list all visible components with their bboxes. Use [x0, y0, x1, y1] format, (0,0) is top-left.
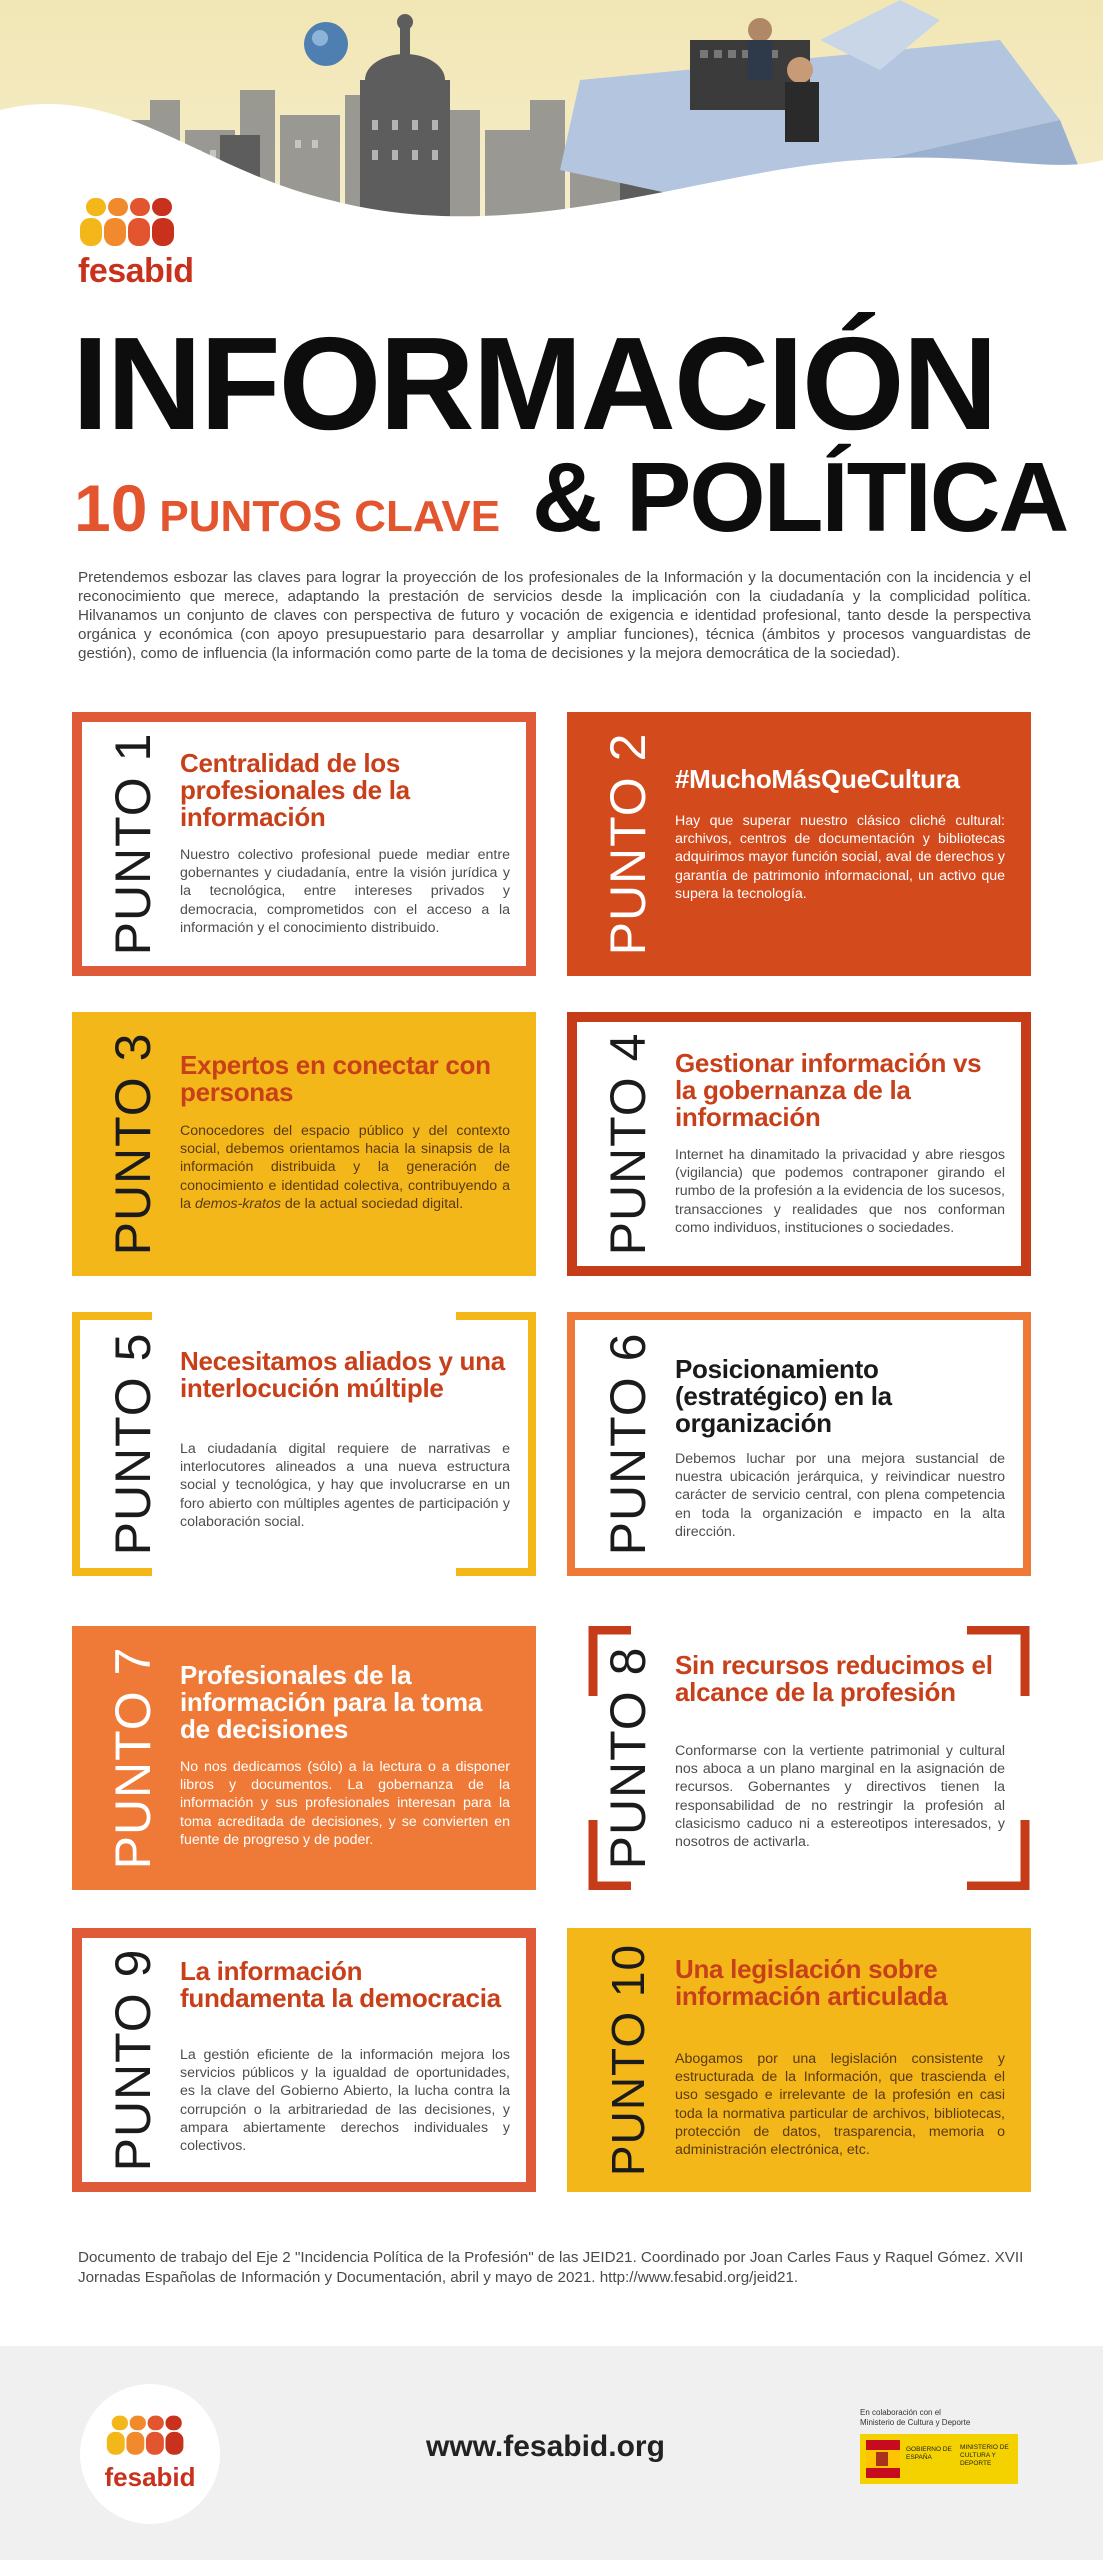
logo-wordmark: fesabid [104, 2462, 196, 2492]
point-title: Gestionar información vs la gobernanza de la información [675, 1048, 982, 1132]
point-body: Conformarse con la vertiente patrimonial y cultural nos aboca a un plano marginal en la asignación de recursos. Gobernantes y directivos tienen la responsabilidad de no restringir la profesión al clasicismo caduco ni a estereotipos interesados, y nosotros de activarla. [675, 1743, 1005, 1851]
point-body: Internet ha dinamitado la privacidad y abre riesgos (vigilancia) que podemos contraponer girando el rumbo de la profesión a la evidencia de los sucesos, transacciones y realidades que nos conforman como individuos, instituciones o sociedades. [675, 1147, 1005, 1236]
point-card-10 [567, 1928, 1031, 2192]
logo-wordmark: fesabid [78, 252, 194, 290]
document-credits: Documento de trabajo del Eje 2 "Incidencia Política de la Profesión" de las JEID21. Coordinado por Joan Carles Faus y Raquel Gómez. XVII Jornadas Españolas de Información y Documentación, abril y mayo de 2021. http://www.fesabid.org/jeid21. [78, 2249, 1024, 2286]
point-card-1 [72, 712, 536, 976]
government-logo [860, 2434, 1018, 2484]
point-body: Nuestro colectivo profesional puede mediar entre gobernantes y ciudadanía, entre la visión jurídica y la tecnológica, entre intereses privados y democracia, comprometidos con el acceso a la información y el conocimiento distribuido. [180, 847, 510, 936]
intro-paragraph: Pretendemos esbozar las claves para lograr la proyección de los profesionales de la Información y la documentación con la incidencia y el reconocimiento que merece, adaptando la prestación de servicios desde la implicación con la ciudadanía y la complicidad política. Hilvanamos un conjunto de claves con perspectiva de futuro y vocación de exigencia e identidad profesional, tanto desde la perspectiva orgánica y económica (con apoyo presupuestario para desarrollar y ampliar funciones), técnica (ámbitos y procesos vanguardistas de gestión), como de influencia (la información como parte de la toma de decisiones y la mejora democrática de la sociedad). [78, 569, 1031, 662]
ministry-label: MINISTERIO DE CULTURA Y DEPORTE [960, 2444, 1009, 2467]
point-body: Abogamos por una legislación consistente y estructurada de la Información, que trascienda el uso sesgado e irrelevante de la profesión en casi toda la normativa particular de archivos, bibliotecas, protección de datos, trasparencia, memoria o administración electrónica, etc. [675, 2051, 1005, 2159]
point-label: PUNTO 6 [600, 1332, 656, 1556]
logo-bars-icon [104, 2414, 196, 2458]
subtitle [74, 470, 500, 546]
collaboration-credit: En colaboración con el Ministerio de Cultura y Deporte [860, 2408, 971, 2427]
point-title: Una legislación sobre información articulada [675, 1954, 948, 2011]
point-card-6 [567, 1312, 1031, 1576]
point-card-3 [72, 1012, 536, 1276]
point-body: Hay que superar nuestro clásico cliché cultural: archivos, centros de documentación y bibliotecas adquirimos mayor función social, aval de derechos y garantía de patrimonio informacional, un activo que supera la tecnología. [675, 813, 1005, 902]
point-label: PUNTO 8 [600, 1646, 656, 1870]
spain-coat-of-arms-icon [866, 2440, 900, 2478]
point-title: Sin recursos reducimos el alcance de la profesión [675, 1650, 993, 1707]
point-card-5 [72, 1312, 536, 1576]
point-label: PUNTO 5 [105, 1332, 161, 1556]
point-body: La ciudadanía digital requiere de narrativas e interlocutores alineados a una nueva estructura social y tecnológica, y hay que involucrarse en un foro abierto con múltiples agentes de participación y colaboración social. [180, 1441, 510, 1530]
point-card-4 [567, 1012, 1031, 1276]
logo-bars-icon [78, 196, 188, 250]
page-title-second-line: & POLÍTICA [532, 442, 1068, 552]
point-card-2 [567, 712, 1031, 976]
point-body: Debemos luchar por una mejora sustancial de nuestra ubicación jerárquica, y reivindicar nuestro carácter de servicio central, con plena competencia en toda la organización e impacto en la alta dirección. [675, 1451, 1005, 1540]
point-body: No nos dedicamos (sólo) a la lectura o a disponer libros y documentos. La gobernanza de la información y sus profesionales interesan para la toma acreditada de decisiones, y se convierten en fuente de progreso y de poder. [180, 1759, 510, 1848]
point-card-7 [72, 1626, 536, 1890]
point-title: Centralidad de los profesionales de la información [180, 748, 410, 832]
point-label: PUNTO 9 [105, 1948, 161, 2172]
point-card-8 [567, 1626, 1031, 1890]
point-title: La información fundamenta la democracia [180, 1956, 501, 2013]
point-label: PUNTO 4 [600, 1032, 656, 1256]
point-label: PUNTO 2 [600, 732, 656, 956]
fesabid-logo[interactable] [78, 196, 208, 290]
point-label: PUNTO 10 [602, 1943, 654, 2177]
point-title: Posicionamiento (estratégico) en la organización [675, 1354, 892, 1438]
point-title: Profesionales de la información para la toma de decisiones [180, 1660, 482, 1744]
gov-label: GOBIERNO DE ESPAÑA [906, 2446, 952, 2461]
point-title: Expertos en conectar con personas [180, 1050, 491, 1107]
person-icon [787, 57, 813, 83]
website-link[interactable]: www.fesabid.org [426, 2430, 665, 2463]
planet-icon [304, 22, 348, 66]
footer-logo[interactable] [80, 2384, 220, 2524]
point-body: La gestión eficiente de la información mejora los servicios públicos y la igualdad de oportunidades, es la clave del Gobierno Abierto, la lucha contra la corrupción o la arbitrariedad de las decisiones, y ampara abiertamente derechos individuales y colectivos. [180, 2047, 510, 2155]
subtitle-text: PUNTOS CLAVE [159, 492, 501, 541]
subtitle-number: 10 [74, 471, 148, 545]
point-label: PUNTO 1 [105, 732, 161, 956]
point-label: PUNTO 3 [105, 1032, 161, 1256]
point-body: Conocedores del espacio público y del contexto social, debemos orientamos hacia la sinapsis de la información distribuida y la generación de conocimiento e identidad colectiva, contribuyendo a la demos-kratos de la actual sociedad digital. [180, 1123, 510, 1212]
page-title: INFORMACIÓN [72, 310, 996, 457]
point-card-9 [72, 1928, 536, 2192]
point-label: PUNTO 7 [105, 1646, 161, 1870]
point-title: Necesitamos aliados y una interlocución múltiple [180, 1346, 505, 1403]
person-icon [748, 18, 772, 42]
point-title: #MuchoMásQueCultura [675, 764, 960, 794]
